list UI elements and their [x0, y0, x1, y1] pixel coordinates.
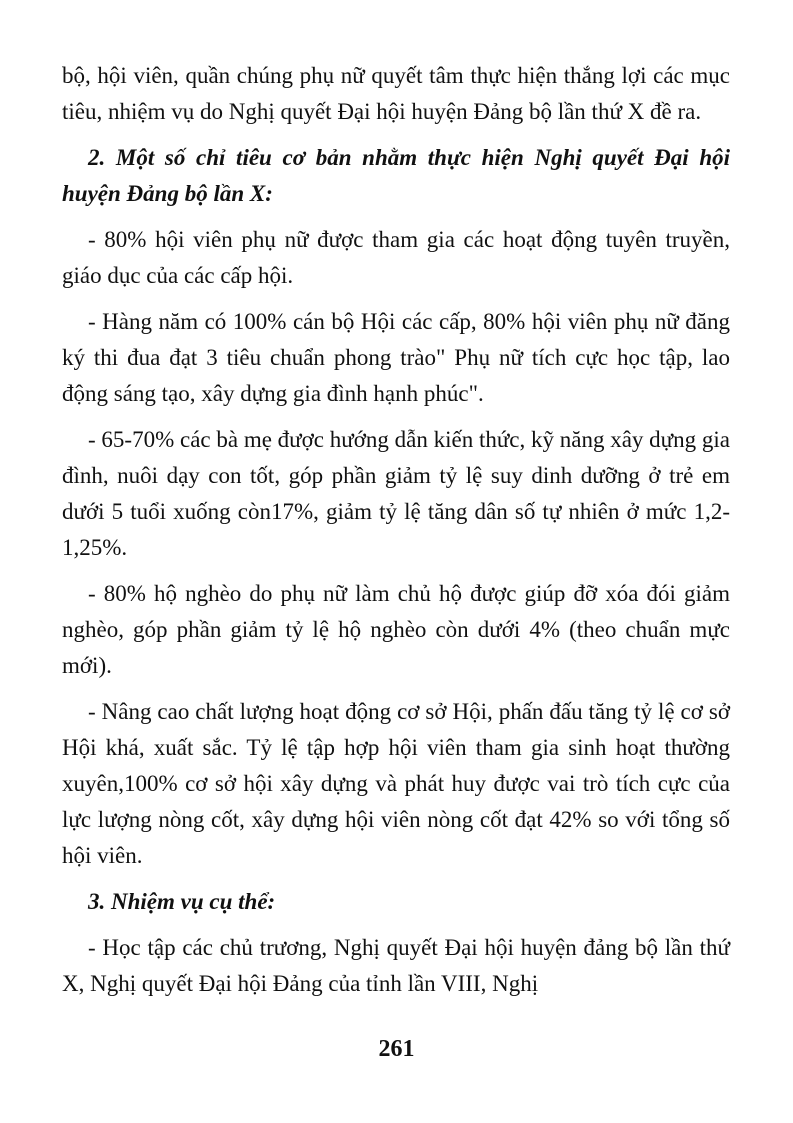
- bullet-item-1: - 80% hội viên phụ nữ được tham gia các hoạt động tuyên truyền, giáo dục của các cấp hội.: [62, 227, 730, 288]
- page-body: [62, 58, 730, 1012]
- paragraph-continuation: bộ, hội viên, quần chúng phụ nữ quyết tâm thực hiện thắng lợi các mục tiêu, nhiệm vụ do Nghị quyết Đại hội huyện Đảng bộ lần thứ X đề ra.: [62, 63, 730, 124]
- section-heading-2: 2. Một số chỉ tiêu cơ bản nhằm thực hiện Nghị quyết Đại hội huyện Đảng bộ lần X:: [62, 145, 730, 206]
- bullet-item-3: - 65-70% các bà mẹ được hướng dẫn kiến thức, kỹ năng xây dựng gia đình, nuôi dạy con tốt, góp phần giảm tỷ lệ suy dinh dưỡng ở trẻ em dưới 5 tuổi xuống còn17%, giảm tỷ lệ tăng dân số tự nhiên ở mức 1,2-1,25%.: [62, 427, 730, 560]
- bullet-item-5: - Nâng cao chất lượng hoạt động cơ sở Hội, phấn đấu tăng tỷ lệ cơ sở Hội khá, xuất sắc. Tỷ lệ tập hợp hội viên tham gia sinh hoạt thường xuyên,100% cơ sở hội xây dựng và phát huy được vai trò tích cực của lực lượng nòng cốt, xây dựng hội viên nòng cốt đạt 42% so với tổng số hội viên.: [62, 699, 730, 868]
- bullet-item-4: - 80% hộ nghèo do phụ nữ làm chủ hộ được giúp đỡ xóa đói giảm nghèo, góp phần giảm tỷ lệ hộ nghèo còn dưới 4% (theo chuẩn mực mới).: [62, 581, 730, 678]
- bullet-item-2: - Hàng năm có 100% cán bộ Hội các cấp, 80% hội viên phụ nữ đăng ký thi đua đạt 3 tiêu chuẩn phong trào" Phụ nữ tích cực học tập, lao động sáng tạo, xây dựng gia đình hạnh phúc".: [62, 309, 730, 406]
- page-number: 261: [378, 1036, 415, 1062]
- section-heading-3: 3. Nhiệm vụ cụ thể:: [88, 889, 276, 914]
- bullet-item-6: - Học tập các chủ trương, Nghị quyết Đại hội huyện đảng bộ lần thứ X, Nghị quyết Đại hội Đảng của tỉnh lần VIII, Nghị: [62, 935, 730, 996]
